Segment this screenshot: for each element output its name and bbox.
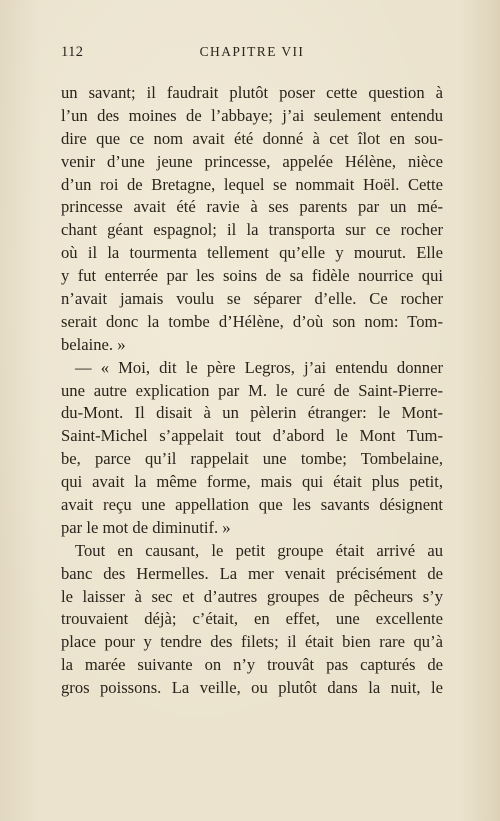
text-line: y fut enterrée par les soins de sa fidèle nourrice qui (61, 266, 443, 286)
text-line: place pour y tendre des filets; il était bien rare qu’à (61, 632, 443, 652)
text-line: le laisser à sec et d’autres groupes de pêcheurs s’y (61, 586, 443, 606)
text-line: serait donc la tombe d’Hélène, d’où son nom: Tom- (61, 311, 443, 331)
text-line: Saint-Michel s’appelait tout d’abord le Mont Tum- (61, 426, 443, 446)
text-line: par le mot de diminutif. » (61, 517, 231, 537)
text-line: trouvaient déjà; c’était, en effet, une excellente (61, 609, 443, 629)
text-line: be, parce qu’il rappelait une tombe; Tombelaine, (61, 449, 443, 469)
text-line: princesse avait été ravie à ses parents par un mé- (61, 197, 443, 217)
text-line: l’un des moines de l’abbaye; j’ai seulement entendu (61, 105, 443, 125)
text-line: belaine. » (61, 334, 126, 354)
running-head (61, 44, 443, 62)
text-line: Tout en causant, le petit groupe était arrivé au (75, 540, 443, 560)
text-line: du-Mont. Il disait à un pèlerin étranger: le Mont- (61, 403, 443, 423)
text-line: où il la tourmenta tellement qu’elle y mourut. Elle (61, 243, 443, 263)
text-line: venir d’une jeune princesse, appelée Hélène, nièce (61, 151, 443, 171)
text-line: avait reçu une appellation que les savants désignent (61, 495, 443, 515)
text-line: chant géant espagnol; il la transporta sur ce rocher (61, 220, 443, 240)
text-line: — « Moi, dit le père Legros, j’ai entendu donner (75, 357, 443, 377)
text-line: banc des Hermelles. La mer venait précisément de (61, 563, 443, 583)
text-line: d’un roi de Bretagne, lequel se nommait Hoël. Cette (61, 174, 443, 194)
page-number: 112 (61, 44, 84, 60)
text-line: qui avait la même forme, mais qui était plus petit, (61, 472, 443, 492)
text-line: un savant; il faudrait plutôt poser cette question à (61, 83, 443, 102)
body-text (61, 82, 443, 700)
text-line: n’avait jamais voulu se séparer d’elle. Ce rocher (61, 289, 443, 309)
chapter-title: CHAPITRE VII (199, 44, 305, 59)
text-line: gros poissons. La veille, ou plutôt dans la nuit, le (61, 678, 443, 698)
text-line: dire que ce nom avait été donné à cet îlot en sou- (61, 128, 443, 148)
text-line: une autre explication par M. le curé de Saint-Pierre- (61, 380, 443, 400)
text-line: la marée suivante on n’y trouvât pas capturés de (61, 655, 443, 675)
